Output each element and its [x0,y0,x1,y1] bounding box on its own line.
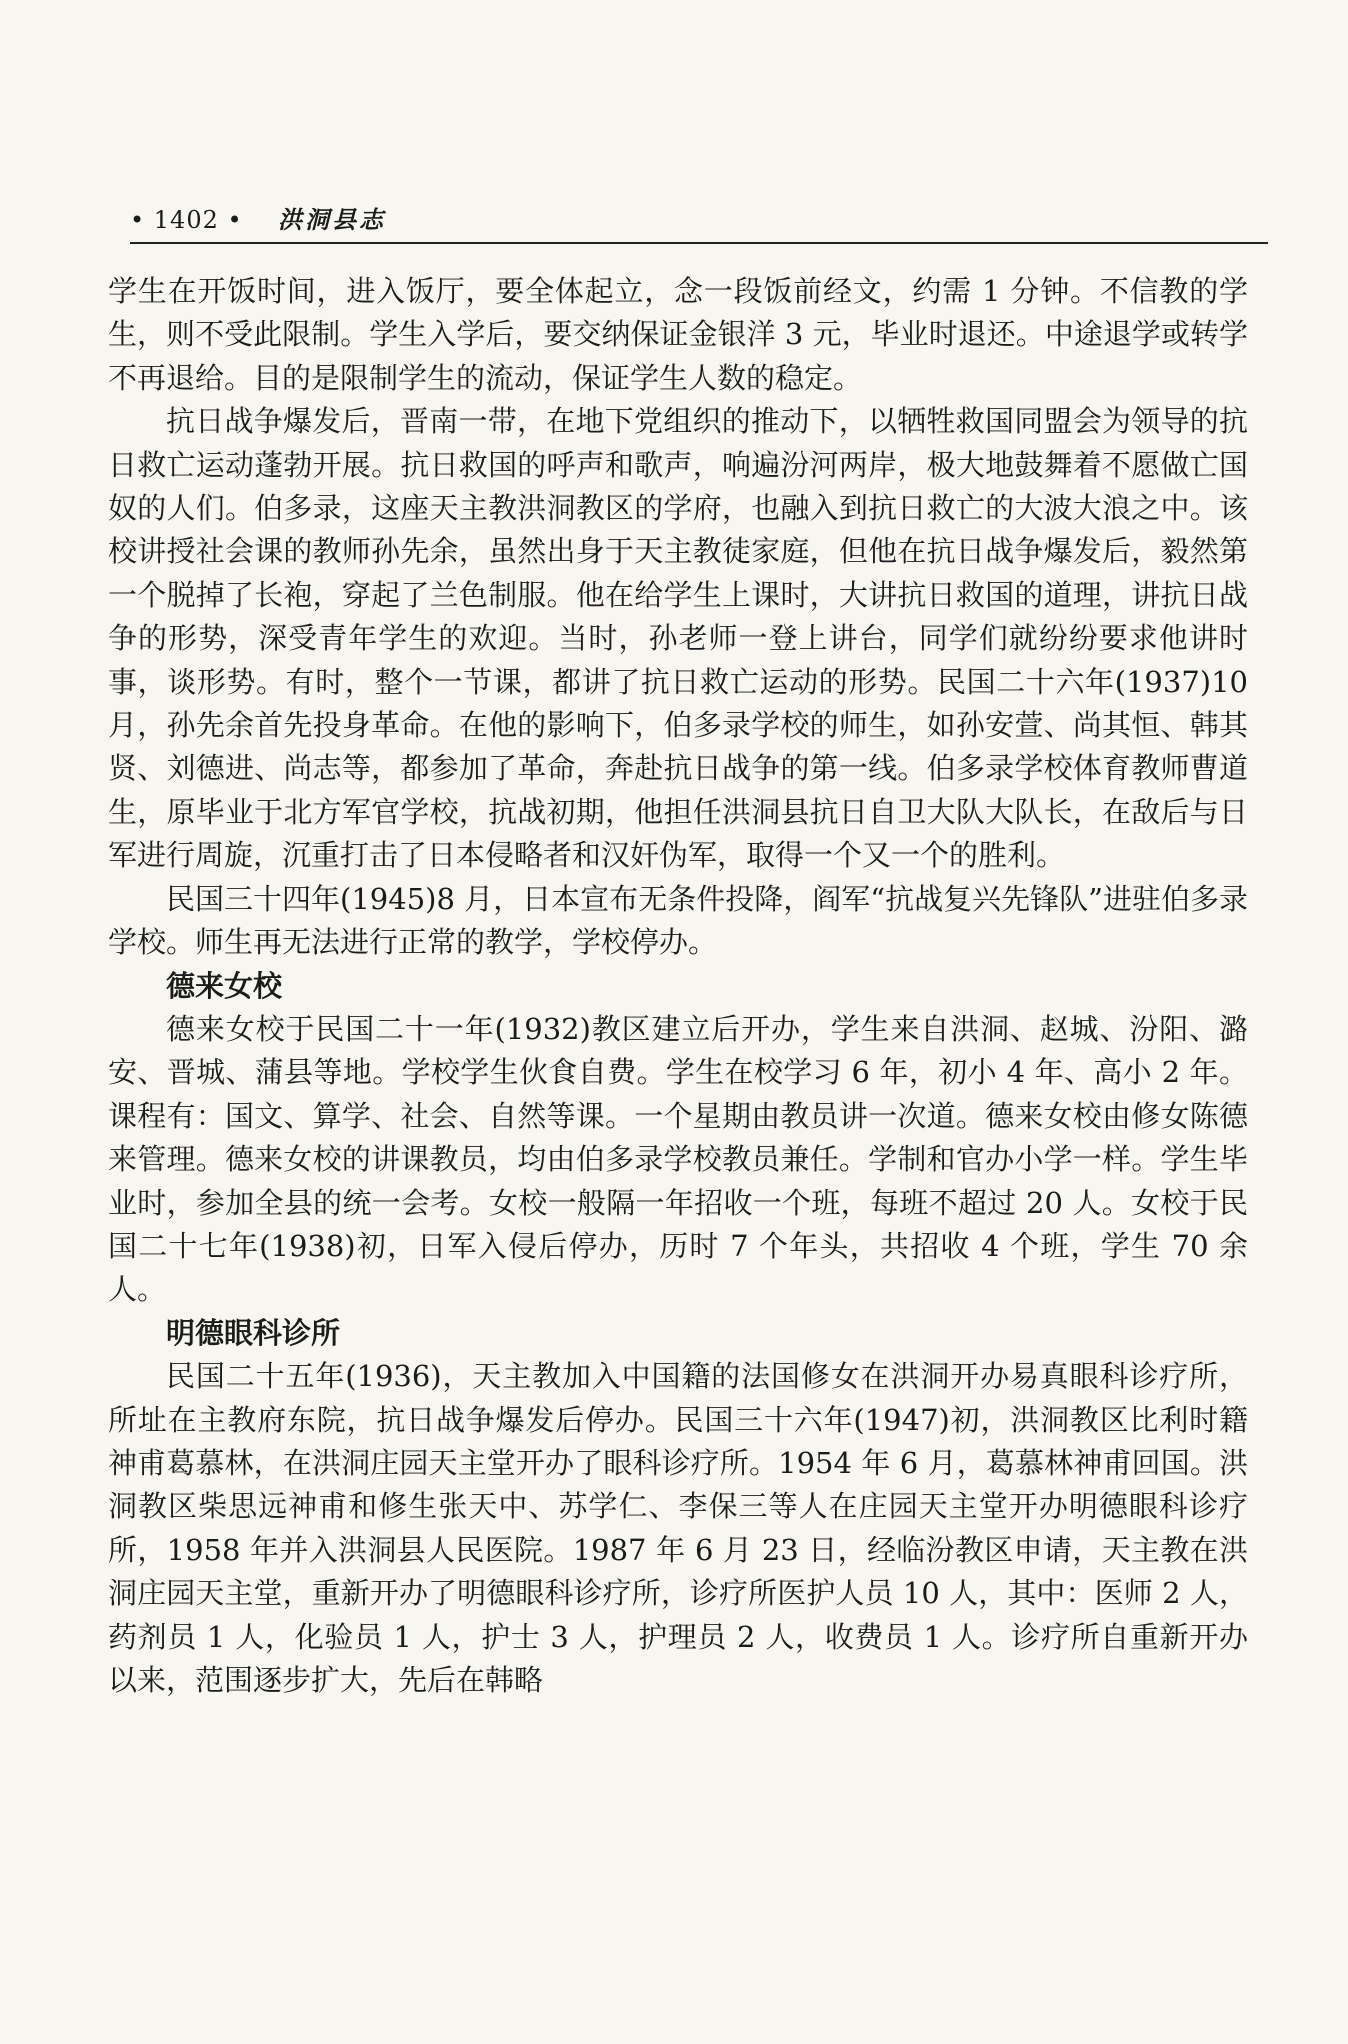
paragraph-school-closure: 民国三十四年(1945)8 月，日本宣布无条件投降，阎军“抗战复兴先锋队”进驻伯多录学校。师生再无法进行正常的教学，学校停办。 [108,881,1248,960]
paragraph-continuation: 学生在开饭时间，进入饭厅，要全体起立，念一段饭前经文，约需 1 分钟。不信教的学生，则不受此限制。学生入学后，要交纳保证金银洋 3 元，毕业时退还。中途退学或转学不再退给。目的是限制学生的流动，保证学生人数的稳定。 [108,274,1248,395]
page-body [108,270,1248,1702]
page-header [130,200,1268,244]
book-title: 洪洞县志 [278,205,386,234]
paragraph-mingde-eye-clinic: 民国二十五年(1936)，天主教加入中国籍的法国修女在洪洞开办易真眼科诊疗所，所址在主教府东院，抗日战争爆发后停办。民国三十六年(1947)初，洪洞教区比利时籍神甫葛慕林，在洪洞庄园天主堂开办了眼科诊疗所。1954 年 6 月，葛慕林神甫回国。洪洞教区柴思远神甫和修生张天中、苏学仁、李保三等人在庄园天主堂开办明德眼科诊疗所，1958 年并入洪洞县人民医院。1987 年 6 月 23 日，经临汾教区申请，天主教在洪洞庄园天主堂，重新开办了明德眼科诊疗所，诊疗所医护人员 10 人，其中：医师 2 人，药剂员 1 人，化验员 1 人，护士 3 人，护理员 2 人，收费员 1 人。诊疗所自重新开办以来，范围逐步扩大，先后在韩略 [108,1359,1248,1697]
page-number: • 1402 • [130,206,243,234]
paragraph-delai-girls-school: 德来女校于民国二十一年(1932)教区建立后开办，学生来自洪洞、赵城、汾阳、潞安、晋城、蒲县等地。学校学生伙食自费。学生在校学习 6 年，初小 4 年、高小 2 年。课程有：国文、算学、社会、自然等课。一个星期由教员讲一次道。德来女校由修女陈德来管理。德来女校的讲课教员，均由伯多录学校教员兼任。学制和官办小学一样。学生毕业时，参加全县的统一会考。女校一般隔一年招收一个班，每班不超过 20 人。女校于民国二十七年(1938)初，日军入侵后停办，历时 7 个年头，共招收 4 个班，学生 70 余人。 [108,1011,1248,1307]
paragraph-anti-japanese-war: 抗日战争爆发后，晋南一带，在地下党组织的推动下，以牺牲救国同盟会为领导的抗日救亡运动蓬勃开展。抗日救国的呼声和歌声，响遍汾河两岸，极大地鼓舞着不愿做亡国奴的人们。伯多录，这座天主教洪洞教区的学府，也融入到抗日救亡的大波大浪之中。该校讲授社会课的教师孙先余，虽然出身于天主教徒家庭，但他在抗日战争爆发后，毅然第一个脱掉了长袍，穿起了兰色制服。他在给学生上课时，大讲抗日救国的道理，讲抗日战争的形势，深受青年学生的欢迎。当时，孙老师一登上讲台，同学们就纷纷要求他讲时事，谈形势。有时，整个一节课，都讲了抗日救亡运动的形势。民国二十六年(1937)10 月，孙先余首先投身革命。在他的影响下，伯多录学校的师生，如孙安萱、尚其恒、韩其贤、刘德进、尚志等，都参加了革命，奔赴抗日战争的第一线。伯多录学校体育教师曹道生，原毕业于北方军官学校，抗战初期，他担任洪洞县抗日自卫大队大队长，在敌后与日军进行周旋，沉重打击了日本侵略者和汉奸伪军，取得一个又一个的胜利。 [108,404,1248,873]
section-heading-delai-girls-school: 德来女校 [166,968,283,1003]
section-heading-mingde-eye-clinic: 明德眼科诊所 [166,1315,341,1350]
